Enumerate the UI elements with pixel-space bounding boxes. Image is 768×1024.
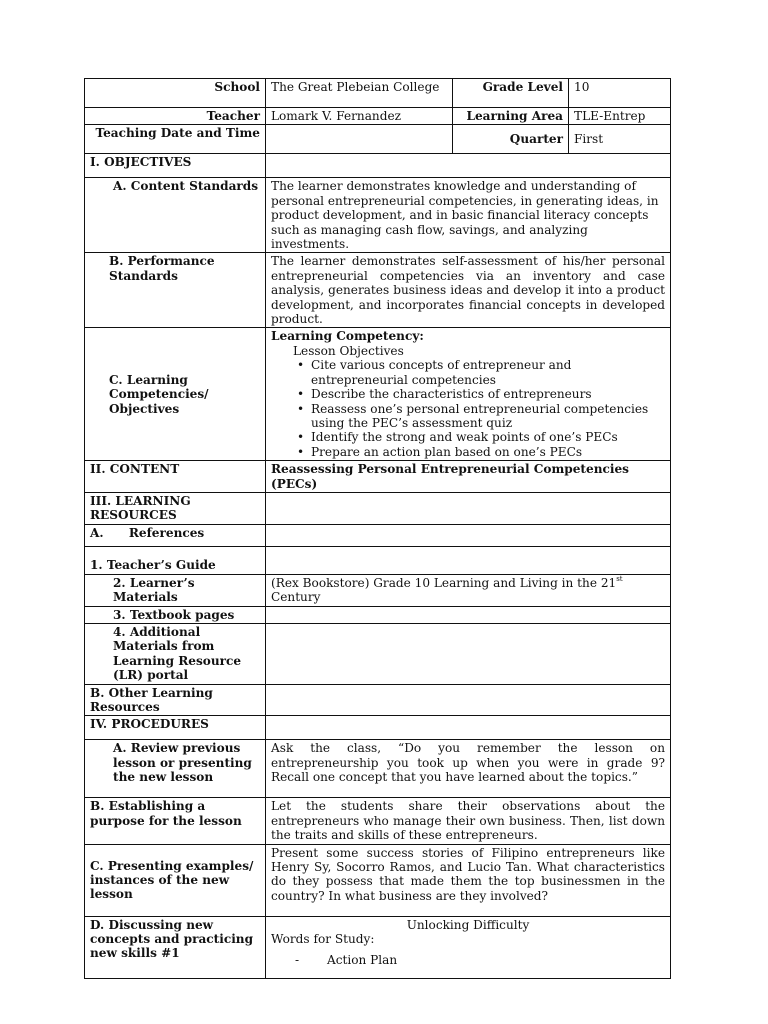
unlocking-heading: Unlocking Difficulty: [406, 917, 530, 932]
purpose-label: B. Establishing a purpose for the lesson: [85, 798, 266, 844]
words-label: Words for Study:: [271, 932, 375, 947]
performance-standards-text: The learner demonstrates self-assessment of his/her personal entrepreneurial competencies via an inventory and case analysis, generates business ideas and develop it into a product development, and incorporates financial concepts in developed product.: [266, 253, 671, 328]
teachers-guide-value: [266, 546, 671, 574]
resources-heading: III. LEARNING RESOURCES: [85, 492, 266, 524]
purpose-text: Let the students share their observations about the entrepreneurs who manage their own business. Then, list down the traits and skills of these entrepreneurs.: [266, 798, 671, 844]
word-item: [271, 953, 665, 967]
quarter-label: Quarter: [453, 125, 569, 154]
additional-materials-label: 4. Additional Materials from Learning Resource (LR) portal: [85, 623, 266, 684]
references-label: A. References: [85, 524, 266, 546]
lesson-plan-table: [84, 78, 671, 979]
other-resources-label: B. Other Learning Resources: [85, 684, 266, 716]
learners-materials-text: (Rex Bookstore) Grade 10 Learning and Living in the 21: [271, 575, 617, 590]
competency-heading: Learning Competency:: [271, 329, 424, 344]
quarter-value: First: [569, 125, 671, 154]
word-text: Action Plan: [327, 953, 398, 968]
review-label: A. Review previous lesson or presenting the new lesson: [85, 740, 266, 798]
lesson-objective-item: • Reassess one’s personal entrepreneurial competencies using the PEC’s assessment quiz: [311, 402, 665, 431]
objectives-heading: I. OBJECTIVES: [85, 154, 266, 178]
procedures-heading: IV. PROCEDURES: [85, 716, 266, 740]
teaching-date-value: [266, 125, 453, 154]
content-value: Reassessing Personal Entrepreneurial Competencies (PECs): [266, 461, 671, 493]
teacher-value: Lomark V. Fernandez: [266, 108, 453, 125]
school-label: School: [85, 79, 266, 108]
learning-area-label: Learning Area: [453, 108, 569, 125]
lesson-objective-item: • Cite various concepts of entrepreneur and entrepreneurial competencies: [311, 358, 665, 387]
other-resources-value: [266, 684, 671, 716]
resources-heading-blank: [266, 492, 671, 524]
lesson-objective-item: • Describe the characteristics of entrepreneurs: [311, 387, 665, 401]
word-dash: -: [295, 953, 300, 968]
references-blank: [266, 524, 671, 546]
discussing-label: D. Discussing new concepts and practicing new skills #1: [85, 916, 266, 978]
teaching-date-label: Teaching Date and Time: [85, 125, 266, 154]
content-standards-text: The learner demonstrates knowledge and understanding of personal entrepreneurial competencies, in generating ideas, in product development, and in basic financial literacy concepts such as managing cash flow, savings, and analyzing investments.: [266, 178, 671, 253]
teacher-label: Teacher: [85, 108, 266, 125]
examples-label: C. Presenting examples/ instances of the new lesson: [85, 844, 266, 916]
objectives-heading-blank: [266, 154, 671, 178]
learners-materials-tail: Century: [271, 590, 321, 605]
competencies-cell: [266, 328, 671, 461]
content-standards-label: A. Content Standards: [85, 178, 266, 253]
teachers-guide-label: 1. Teacher’s Guide: [85, 546, 266, 574]
lesson-objective-item: • Identify the strong and weak points of one’s PECs: [311, 430, 665, 444]
lesson-objectives-list: [271, 358, 665, 459]
content-heading: II. CONTENT: [85, 461, 266, 493]
additional-materials-value: [266, 623, 671, 684]
grade-level-label: Grade Level: [453, 79, 569, 108]
learners-materials-cell: [266, 574, 671, 606]
lesson-objectives-label: Lesson Objectives: [293, 343, 404, 358]
grade-level-value: 10: [569, 79, 671, 108]
textbook-pages-value: [266, 606, 671, 623]
learners-materials-sup: st: [616, 574, 623, 583]
competencies-label: C. Learning Competencies/ Objectives: [85, 328, 266, 461]
learning-area-value: TLE-Entrep: [569, 108, 671, 125]
review-text: Ask the class, “Do you remember the lesson on entrepreneurship you took up when you were in grade 9? Recall one concept that you have learned about the topics.”: [266, 740, 671, 798]
learners-materials-label: 2. Learner’s Materials: [85, 574, 266, 606]
school-value: The Great Plebeian College: [266, 79, 453, 108]
discussing-cell: [266, 916, 671, 978]
procedures-heading-blank: [266, 716, 671, 740]
examples-text: Present some success stories of Filipino entrepreneurs like Henry Sy, Socorro Ramos, and Lucio Tan. What characteristics do they possess that made them the top businessmen in the country? In what business are they involved?: [266, 844, 671, 916]
textbook-pages-label: 3. Textbook pages: [85, 606, 266, 623]
lesson-objective-item: • Prepare an action plan based on one’s PECs: [311, 445, 665, 459]
performance-standards-label: B. Performance Standards: [85, 253, 266, 328]
